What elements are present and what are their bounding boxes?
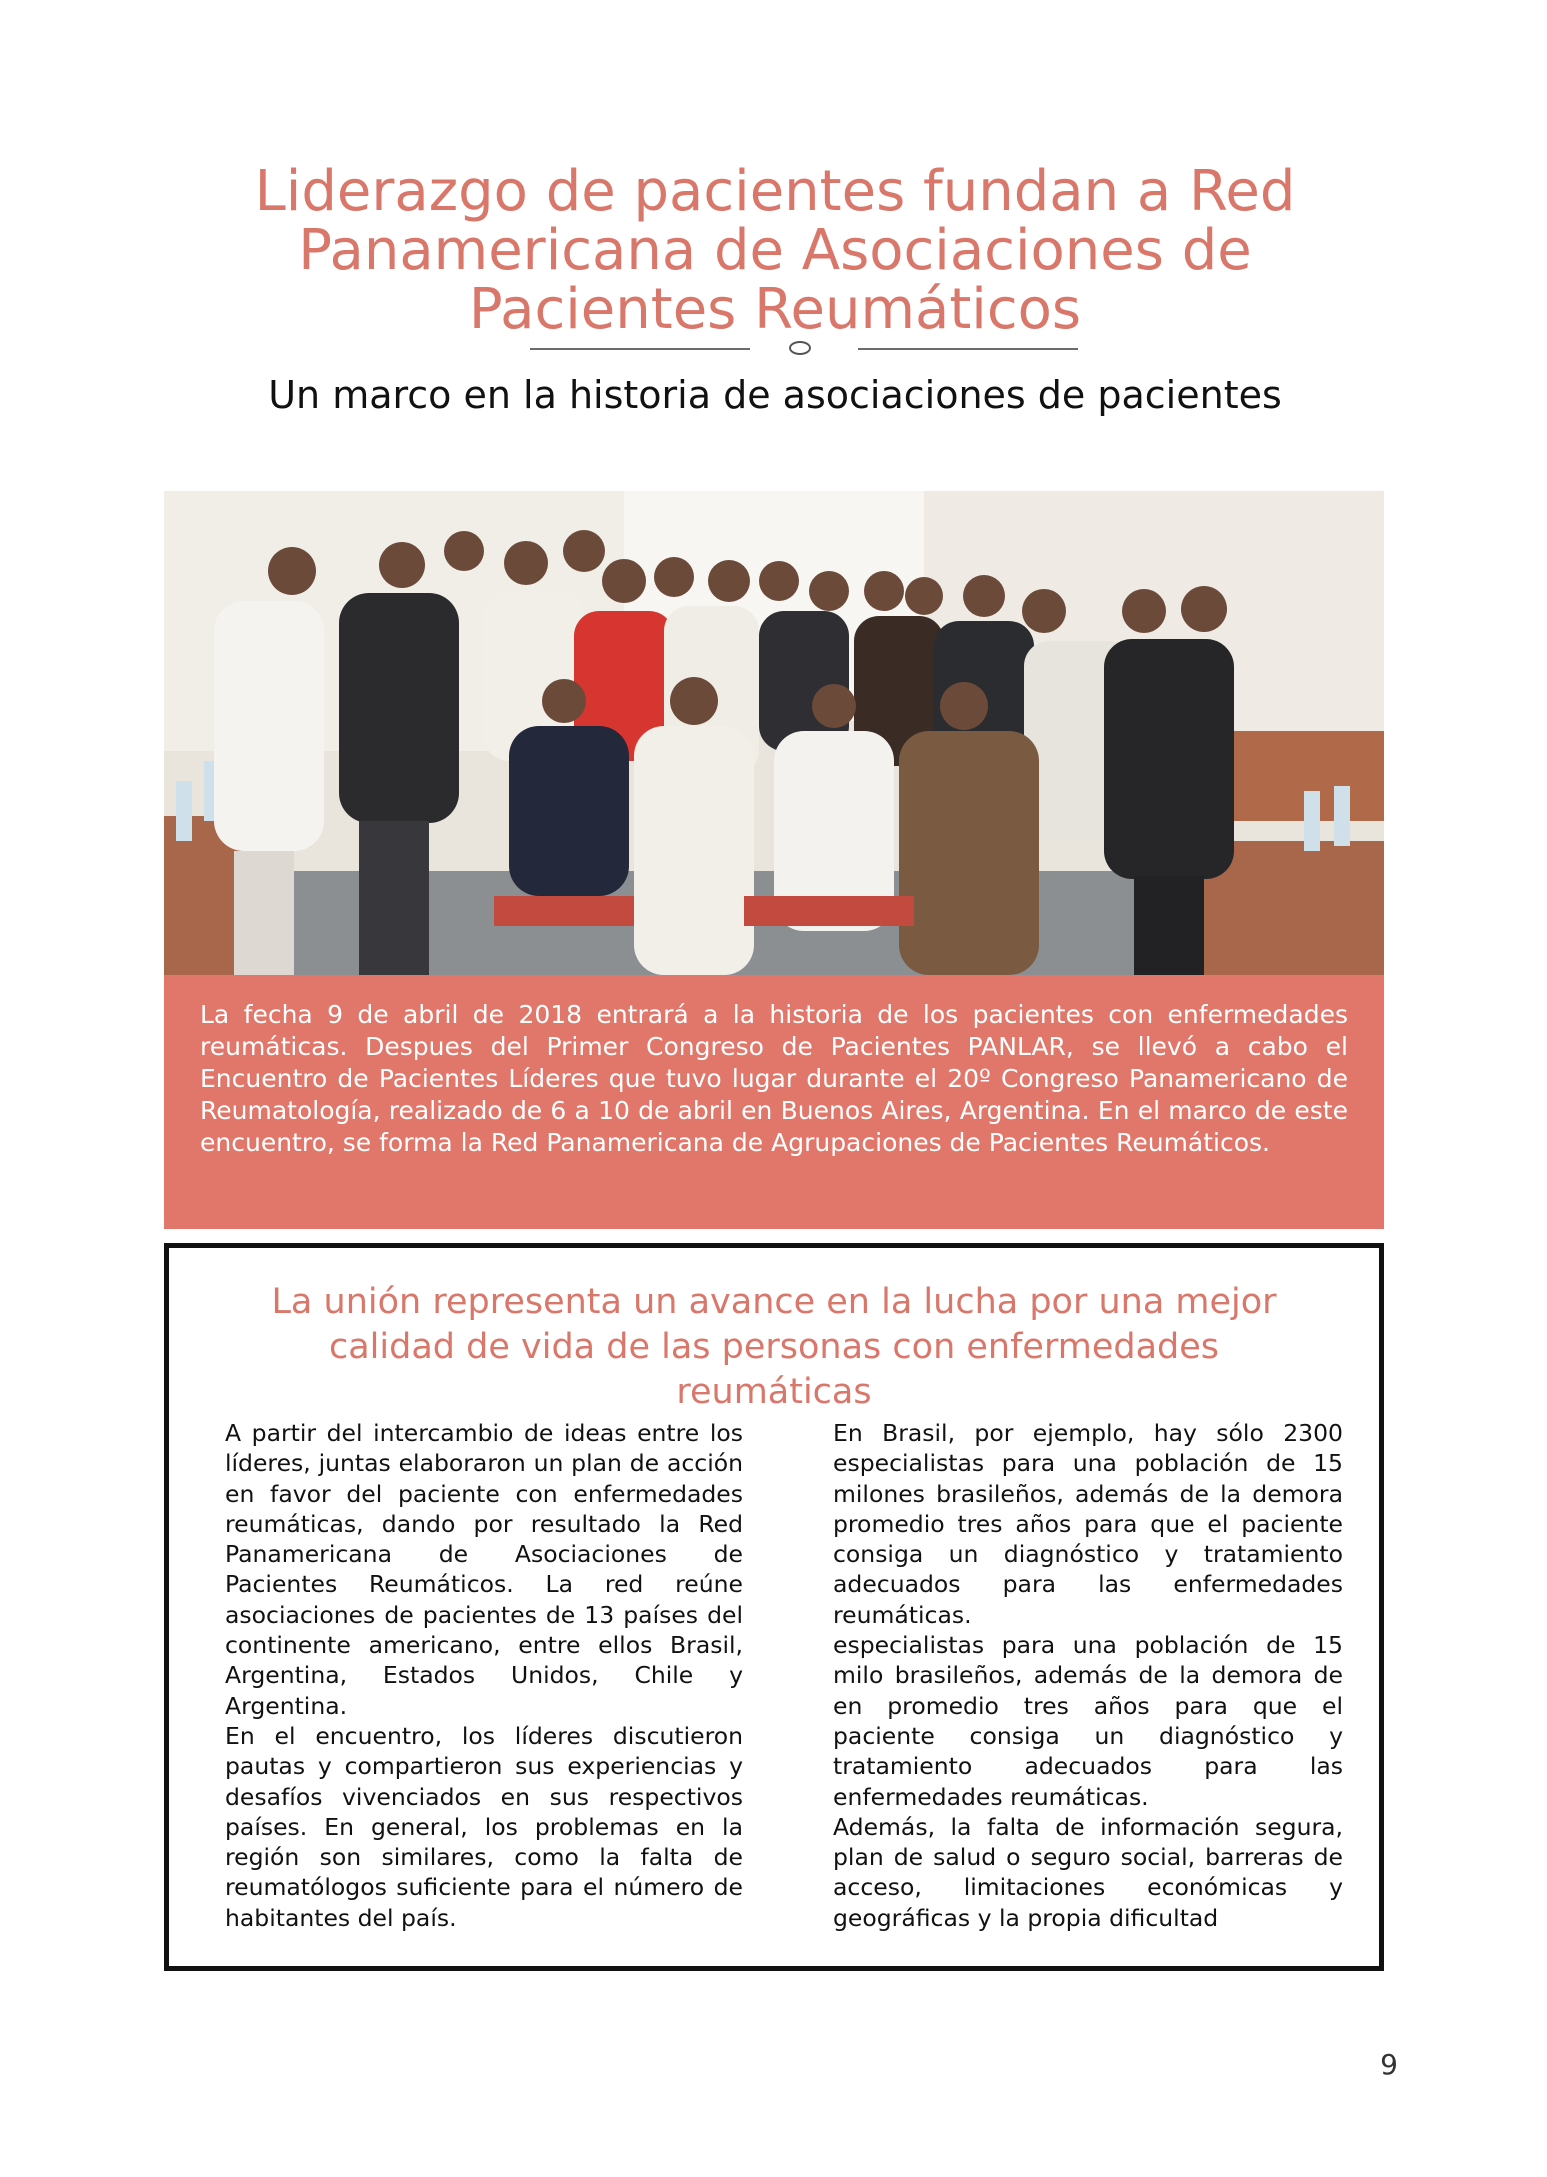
page-number: 9 <box>1380 2048 1398 2081</box>
group-photo <box>164 491 1384 975</box>
right-column <box>833 1418 1343 1933</box>
left-column <box>225 1418 743 1933</box>
right-paragraph: especialistas para una población de 15 milo brasileños, además de la demora de en promedio tres años para que el paciente consiga un diagnóstico y tratamiento adecuados para las enfermedades reumáticas. <box>833 1631 1343 1811</box>
title-divider-right <box>858 348 1078 350</box>
left-paragraph: En el encuentro, los líderes discutieron pautas y compartieron sus experiencias y desafíos vivenciados en sus respectivos países. En general, los problemas en la región son similares, como la falta de reumatólogos suficiente para el número de habitantes del país. <box>225 1721 743 1932</box>
title-divider-ornament <box>789 341 811 355</box>
left-paragraph: A partir del intercambio de ideas entre los líderes, juntas elaboraron un plan de acción en favor del paciente con enfermedades reumáticas, dando por resultado la Red Panamericana de Asociaciones de Pacientes Reumáticos. La red reúne asociaciones de pacientes de 13 países del continente americano, entre ellos Brasil, Argentina, Estados Unidos, Chile y Argentina. <box>225 1419 743 1720</box>
right-paragraph: En Brasil, por ejemplo, hay sólo 2300 especialistas para una población de 15 milones brasileños, además de la demora promedio tres años para que el paciente consiga un diagnóstico y tratamiento adecuados para las enfermedades reumáticas. <box>833 1419 1343 1629</box>
article-subtitle: Un marco en la historia de asociaciones de pacientes <box>268 373 1282 417</box>
title-divider-left <box>530 348 750 350</box>
box-heading: La unión representa un avance en la lucha por una mejor calidad de vida de las personas con enfermedades reumáticas <box>271 1282 1277 1412</box>
article-title: Liderazgo de pacientes fundan a Red Panamericana de Asociaciones de Pacientes Reumáticos <box>254 159 1296 342</box>
highlight-box <box>164 1243 1384 1971</box>
intro-paragraph: La fecha 9 de abril de 2018 entrará a la historia de los pacientes con enfermedades reumáticas. Despues del Primer Congreso de Pacientes PANLAR, se llevó a cabo el Encuentro de Pacientes Líderes que tuvo lugar durante el 20º Congreso Panamericano de Reumatología, realizado de 6 a 10 de abril en Buenos Aires, Argentina. En el marco de este encuentro, se forma la Red Panamericana de Agrupaciones de Pacientes Reumáticos. <box>164 975 1384 1229</box>
right-paragraph: Además, la falta de información segura, plan de salud o seguro social, barreras de acceso, limitaciones económicas y geográficas y la propia dificultad <box>833 1812 1343 1932</box>
